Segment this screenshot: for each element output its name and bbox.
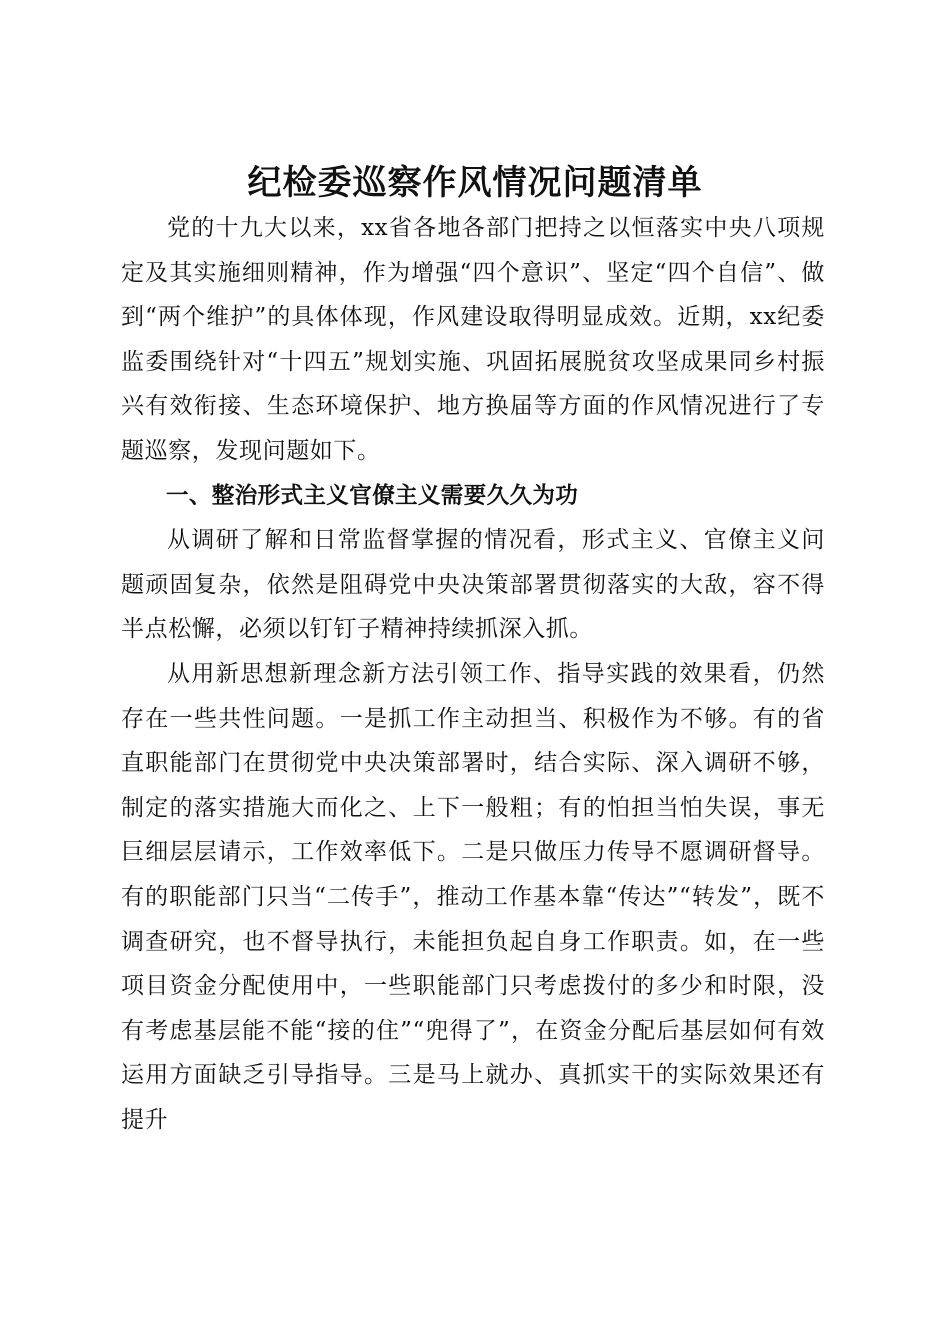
document-body — [121, 206, 825, 1142]
body-paragraph-2: 从调研了解和日常监督掌握的情况看，形式主义、官僚主义问题顽固复杂，依然是阻碍党中央决策部署贯彻落实的大敌，容不得半点松懈，必须以钉钉子精神持续抓深入抓。 — [121, 527, 825, 643]
intro-paragraph: 党的十九大以来，xx省各地各部门把持之以恒落实中央八项规定及其实施细则精神，作为增强“四个意识”、坚定“四个自信”、做到“两个维护”的具体体现，作风建设取得明显成效。近期，xx纪委监委围绕针对“十四五”规划实施、巩固拓展脱贫攻坚成果同乡村振兴有效衔接、生态环境保护、地方换届等方面的作风情况进行了专题巡察，发现问题如下。 — [121, 215, 825, 464]
document-title: 纪检委巡察作风情况问题清单 — [247, 162, 703, 203]
section-heading-1: 一、整治形式主义官僚主义需要久久为功 — [166, 482, 579, 509]
body-paragraph-3: 从用新思想新理念新方法引领工作、指导实践的效果看，仍然存在一些共性问题。一是抓工作主动担当、积极作为不够。有的省直职能部门在贯彻党中央决策部署时，结合实际、深入调研不够，制定的落实措施大而化之、上下一般粗；有的怕担当怕失误，事无巨细层层请示，工作效率低下。二是只做压力传导不愿调研督导。有的职能部门只当“二传手”，推动工作基本靠“传达”“转发”，既不调查研究，也不督导执行，未能担负起自身工作职责。如，在一些项目资金分配使用中，一些职能部门只考虑拨付的多少和时限，没有考虑基层能不能“接的住”“兜得了”，在资金分配后基层如何有效运用方面缺乏引导指导。三是马上就办、真抓实干的实际效果还有提升 — [121, 660, 825, 1133]
